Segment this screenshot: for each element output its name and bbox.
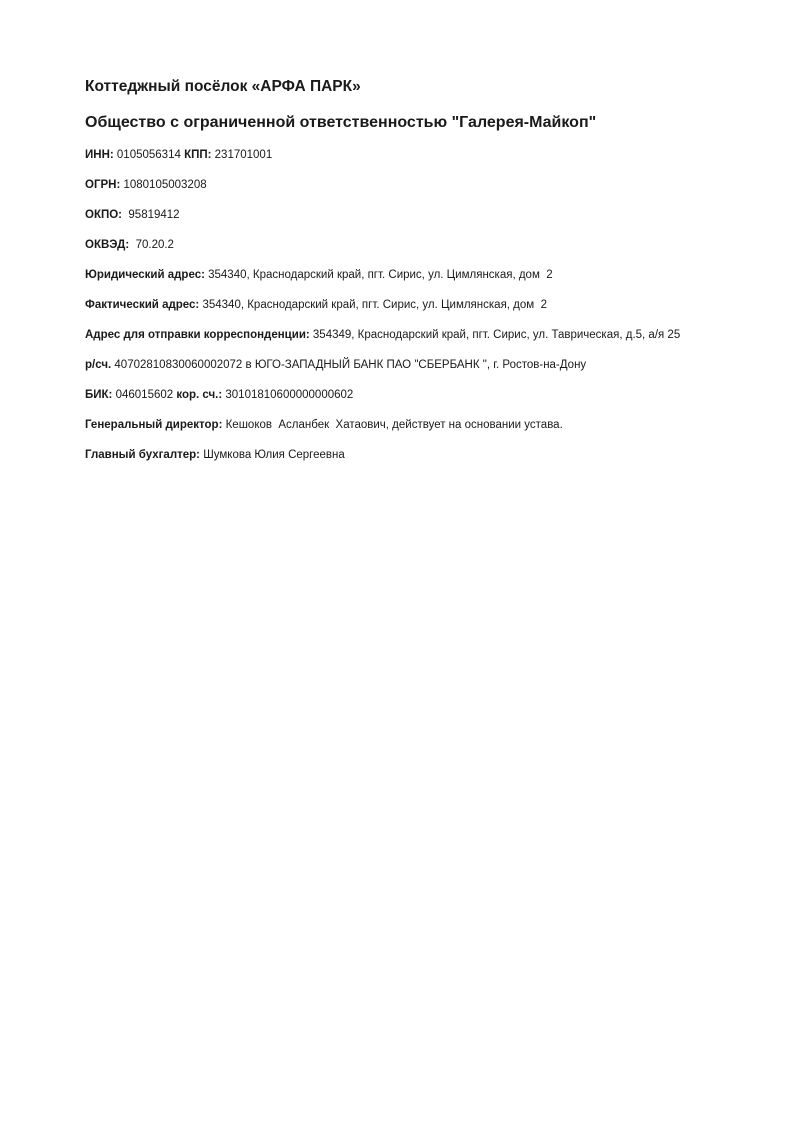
bik-label: БИК: [85, 389, 113, 401]
director-line [85, 418, 563, 432]
director-value: Кешоков Асланбек Хатаович, действует на основании устава. [222, 419, 563, 431]
account-line [85, 358, 586, 372]
bik-value: 046015602 [112, 389, 177, 401]
okved-line [85, 238, 174, 252]
actual-address-line [85, 298, 547, 312]
company-name: Общество с ограниченной ответственностью "Галерея-Майкоп" [85, 114, 597, 131]
account-label: р/сч. [85, 359, 112, 371]
mail-address-value: 354349, Краснодарский край, пгт. Сирис, ул. Таврическая, д.5, а/я 25 [309, 329, 681, 341]
bik-line [85, 388, 353, 402]
director-label: Генеральный директор: [85, 419, 223, 431]
legal-address-label: Юридический адрес: [85, 269, 205, 281]
legal-address-line [85, 268, 553, 282]
okpo-value: 95819412 [122, 209, 180, 221]
ogrn-line [85, 178, 207, 192]
accountant-line [85, 448, 345, 462]
okpo-label: ОКПО: [85, 209, 123, 221]
actual-address-label: Фактический адрес: [85, 299, 200, 311]
kpp-value: 231701001 [211, 149, 273, 161]
accountant-label: Главный бухгалтер: [85, 449, 201, 461]
account-value: 40702810830060002072 в ЮГО-ЗАПАДНЫЙ БАНК ПАО "СБЕРБАНК ", г. Ростов-на-Дону [111, 359, 587, 371]
kpp-label: КПП: [184, 149, 212, 161]
mail-address-label: Адрес для отправки корреспонденции: [85, 329, 310, 341]
inn-label: ИНН: [85, 149, 114, 161]
corr-account-value: 30101810600000000602 [222, 389, 354, 401]
page-title: Коттеджный посёлок «АРФА ПАРК» [85, 78, 361, 95]
inn-value: 0105056314 [113, 149, 185, 161]
corr-account-label: кор. сч.: [176, 389, 223, 401]
okpo-line [85, 208, 180, 222]
inn-kpp-line [85, 148, 272, 162]
legal-address-value: 354340, Краснодарский край, пгт. Сирис, ул. Цимлянская, дом 2 [204, 269, 553, 281]
accountant-value: Шумкова Юлия Сергеевна [200, 449, 345, 461]
mail-address-line [85, 328, 680, 342]
actual-address-value: 354340, Краснодарский край, пгт. Сирис, ул. Цимлянская, дом 2 [199, 299, 547, 311]
ogrn-value: 1080105003208 [120, 179, 207, 191]
okved-label: ОКВЭД: [85, 239, 130, 251]
ogrn-label: ОГРН: [85, 179, 121, 191]
okved-value: 70.20.2 [129, 239, 174, 251]
